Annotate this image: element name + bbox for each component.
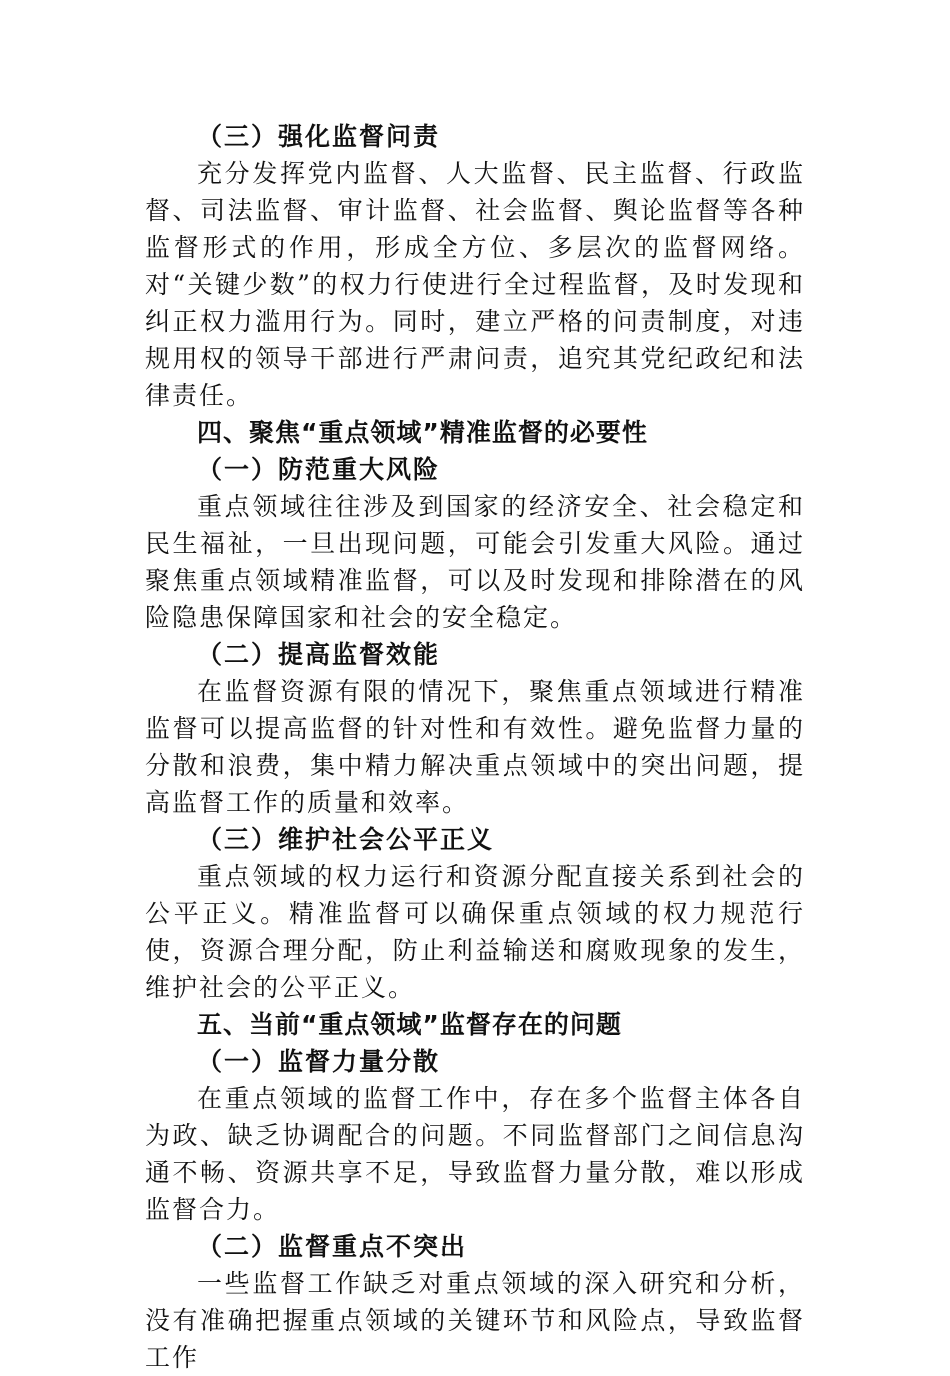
document-body bbox=[145, 118, 805, 1376]
paragraph-prevent-risks: 重点领域往往涉及到国家的经济安全、社会稳定和民生福祉，一旦出现问题，可能会引发重大风险。通过聚焦重点领域精准监督，可以及时发现和排除潜在的风险隐患保障国家和社会的安全稳定。 bbox=[145, 492, 805, 632]
subheading-improve-efficiency: （二）提高监督效能 bbox=[197, 640, 441, 669]
paragraph-unclear-focus: 一些监督工作缺乏对重点领域的深入研究和分析，没有准确把握重点领域的关键环节和风险点，导致监督工作 bbox=[145, 1269, 805, 1372]
subheading-unclear-focus: （二）监督重点不突出 bbox=[197, 1232, 468, 1261]
subheading-scattered-forces: （一）监督力量分散 bbox=[197, 1047, 441, 1076]
paragraph-supervision-network: 充分发挥党内监督、人大监督、民主监督、行政监督、司法监督、审计监督、社会监督、舆论监督等各种监督形式的作用，形成全方位、多层次的监督网络。对“关键少数”的权力行使进行全过程监督，及时发现和纠正权力滥用行为。同时，建立严格的问责制度，对违规用权的领导干部进行严肃问责，追究其党纪政纪和法律责任。 bbox=[145, 159, 805, 410]
subheading-prevent-risks: （一）防范重大风险 bbox=[197, 455, 441, 484]
paragraph-scattered-forces: 在重点领域的监督工作中，存在多个监督主体各自为政、缺乏协调配合的问题。不同监督部门之间信息沟通不畅、资源共享不足，导致监督力量分散，难以形成监督合力。 bbox=[145, 1084, 805, 1224]
heading-section-four: 四、聚焦“重点领域”精准监督的必要性 bbox=[197, 418, 648, 447]
paragraph-social-justice: 重点领域的权力运行和资源分配直接关系到社会的公平正义。精准监督可以确保重点领域的权力规范行使，资源合理分配，防止利益输送和腐败现象的发生，维护社会的公平正义。 bbox=[145, 862, 805, 1002]
subheading-strengthen-accountability: （三）强化监督问责 bbox=[197, 122, 441, 151]
paragraph-improve-efficiency: 在监督资源有限的情况下，聚焦重点领域进行精准监督可以提高监督的针对性和有效性。避免监督力量的分散和浪费，集中精力解决重点领域中的突出问题，提高监督工作的质量和效率。 bbox=[145, 677, 805, 817]
subheading-social-justice: （三）维护社会公平正义 bbox=[197, 825, 495, 854]
heading-section-five: 五、当前“重点领域”监督存在的问题 bbox=[197, 1010, 622, 1039]
